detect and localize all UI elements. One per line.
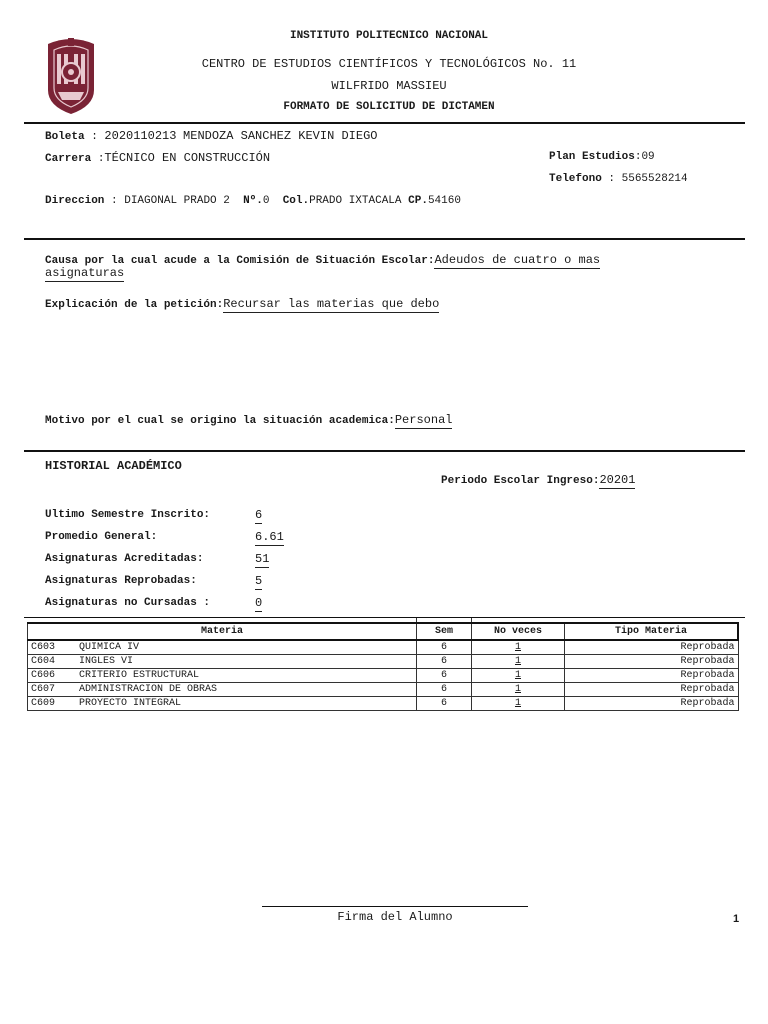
cp-value: 54160 [427,195,461,207]
telefono-label: Telefono [549,173,602,185]
type-cell: Reprobada [565,669,739,683]
cp-label: CP. [408,195,428,207]
divider-1 [24,122,745,124]
times-cell [472,697,565,711]
plan-row: Plan Estudios:09 [549,151,655,163]
plan-value: 09 [641,151,655,163]
institution-title: INSTITUTO POLITECNICO NACIONAL [289,30,489,42]
subject-code: C607 [31,684,56,695]
carrera-row: Carrera :TÉCNICO EN CONSTRUCCIÓN [45,151,271,165]
acreditadas-value: 51 [255,552,270,566]
sem-cell: 6 [417,640,472,655]
boleta-label: Boleta [45,131,85,143]
subject-code: C606 [31,670,56,681]
type-cell: Reprobada [565,655,739,669]
subject-name: INGLES VI [79,656,134,667]
colonia-value: PRADO IXTACALA [309,195,402,207]
subject-name: CRITERIO ESTRUCTURAL [79,670,200,681]
signature-line [262,906,528,907]
materia-cell [28,683,417,697]
carrera-label: Carrera [45,153,92,165]
times-value: 1 [514,698,521,709]
subject-code: C609 [31,698,56,709]
type-cell: Reprobada [565,640,739,655]
periodo-row [441,473,635,487]
direccion-value: DIAGONAL PRADO 2 [124,195,230,207]
times-value: 1 [514,642,521,653]
materia-cell [28,697,417,711]
divider-3 [24,450,745,452]
col-tipo-materia: Tipo Materia [565,623,739,640]
materia-cell [28,640,417,655]
student-name: MENDOZA SANCHEZ KEVIN DIEGO [183,129,378,143]
times-cell [472,669,565,683]
form-title: FORMATO DE SOLICITUD DE DICTAMEN [283,101,495,113]
telefono-value: 5565528214 [621,173,688,185]
col-no-veces: No veces [472,623,565,640]
table-row [28,697,739,711]
type-cell: Reprobada [565,697,739,711]
sem-cell: 6 [417,669,472,683]
times-value: 1 [514,656,521,667]
boleta-row: Boleta : 2020110213 MENDOZA SANCHEZ KEVIN DIEGO [45,129,378,143]
times-value: 1 [514,684,521,695]
plan-label: Plan Estudios [549,151,635,163]
ultimo-value: 6 [255,508,263,522]
subject-code: C604 [31,656,56,667]
col-materia: Materia [28,623,417,640]
carrera-value: TÉCNICO EN CONSTRUCCIÓN [104,151,271,165]
history-title: HISTORIAL ACADÉMICO [45,459,182,473]
subject-name: QUIMICA IV [79,642,140,653]
times-value: 1 [514,670,521,681]
subjects-table [27,622,739,711]
center-title: CENTRO DE ESTUDIOS CIENTÍFICOS Y TECNOLÓGICOS No. 11 [201,57,577,71]
times-cell [472,655,565,669]
times-cell [472,640,565,655]
motivo-label: Motivo por el cual se origino la situación academica: [45,415,395,427]
causa-value-line2: asignaturas [45,266,125,280]
colonia-label: Col. [282,195,310,207]
numero-label: Nº. [243,195,263,207]
causa-row-2 [45,266,124,280]
materia-cell [28,655,417,669]
promedio-label: Promedio General: [45,531,158,543]
numero-value: 0 [262,195,270,207]
no-cursadas-value: 0 [255,596,263,610]
direccion-label: Direccion [45,195,105,207]
causa-row [45,253,600,267]
causa-value-line1: Adeudos de cuatro o mas [434,253,601,267]
periodo-value: 20201 [599,473,636,487]
boleta-value: 2020110213 [104,129,177,143]
reprobadas-label: Asignaturas Reprobadas: [45,575,197,587]
acreditadas-label: Asignaturas Acreditadas: [45,553,204,565]
direccion-row: Direccion : DIAGONAL PRADO 2 Nº.0 Col.PRADO IXTACALA CP.54160 [45,195,461,207]
divider-2 [24,238,745,240]
promedio-value: 6.61 [255,530,284,544]
table-header-row [28,623,739,640]
table-row [28,669,739,683]
motivo-value: Personal [394,413,453,427]
subject-code: C603 [31,642,56,653]
sem-cell: 6 [417,683,472,697]
explicacion-value: Recursar las materias que debo [223,297,440,311]
divider-4 [24,617,745,618]
col-sem: Sem [417,623,472,640]
materia-cell [28,669,417,683]
sem-cell: 6 [417,655,472,669]
table-row [28,683,739,697]
no-cursadas-label: Asignaturas no Cursadas : [45,597,211,609]
times-cell [472,683,565,697]
subject-name: PROYECTO INTEGRAL [79,698,182,709]
page-number: 1 [733,913,740,925]
table-row [28,655,739,669]
telefono-row: Telefono : 5565528214 [549,173,688,185]
signature-label: Firma del Alumno [337,910,453,924]
type-cell: Reprobada [565,683,739,697]
sem-cell: 6 [417,697,472,711]
school-title: WILFRIDO MASSIEU [331,79,447,93]
ultimo-label: Ultimo Semestre Inscrito: [45,509,211,521]
periodo-label: Periodo Escolar Ingreso: [441,475,600,487]
table-row [28,640,739,655]
causa-label: Causa por la cual acude a la Comisión de Situación Escolar: [45,255,435,267]
motivo-row [45,413,452,427]
explicacion-label: Explicación de la petición: [45,299,224,311]
reprobadas-value: 5 [255,574,263,588]
explicacion-row [45,297,439,311]
subject-name: ADMINISTRACION DE OBRAS [79,684,218,695]
